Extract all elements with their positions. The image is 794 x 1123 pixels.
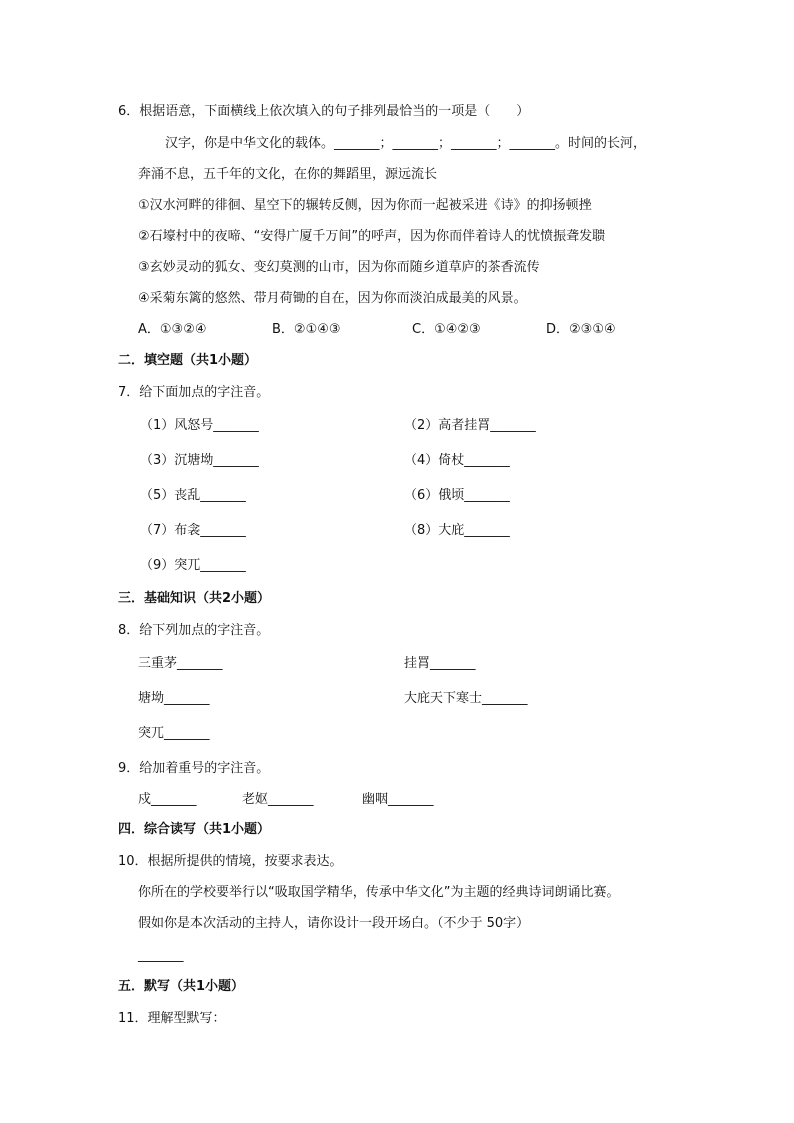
q7-stem: 7．给下面加点的字注音。 <box>118 385 270 400</box>
q7-item-3: （3）沉塘坳_______ <box>140 453 259 468</box>
q6-option-b[interactable]: B．②①④③ <box>272 322 341 337</box>
q9-item-2: 老妪_______ <box>242 792 314 807</box>
q9-stem: 9．给加着重号的字注音。 <box>118 761 270 776</box>
q8-item-1: 三重茅_______ <box>138 656 223 671</box>
q6-passage-line2: 奔涌不息，五千年的文化，在你的舞蹈里，源远流长 <box>138 167 438 182</box>
q7-item-4: （4）倚杖_______ <box>404 453 510 468</box>
q6-option-d[interactable]: D．②③①④ <box>546 322 616 337</box>
q6-option-a[interactable]: A．①③②④ <box>138 322 207 337</box>
q10-answer-blank[interactable]: _______ <box>138 948 184 963</box>
q6-sentence-3: ③玄妙灵动的狐女、变幻莫测的山市，因为你而随乡道草庐的茶香流传 <box>138 260 540 275</box>
q10-context-line1: 你所在的学校要举行以“吸取国学精华，传承中华文化”为主题的经典诗词朗诵比赛。 <box>138 885 620 900</box>
section-4-title: 四．综合读写（共1小题） <box>118 822 271 837</box>
q8-item-5: 突兀_______ <box>138 726 210 741</box>
section-5-title: 五．默写（共1小题） <box>118 979 245 994</box>
q8-item-3: 塘坳_______ <box>138 691 210 706</box>
section-2-title: 二．填空题（共1小题） <box>118 353 258 368</box>
q9-item-1: 戍_______ <box>138 792 197 807</box>
q11-stem: 11．理解型默写： <box>118 1011 226 1026</box>
q8-item-4: 大庇天下寒士_______ <box>404 691 528 706</box>
q7-item-5: （5）丧乱_______ <box>140 488 246 503</box>
q8-stem: 8．给下列加点的字注音。 <box>118 623 270 638</box>
q7-item-1: （1）风怒号_______ <box>140 418 259 433</box>
q7-item-9: （9）突兀_______ <box>140 558 246 573</box>
q7-item-6: （6）俄顷_______ <box>404 488 510 503</box>
q8-item-2: 挂罥_______ <box>404 656 476 671</box>
q7-item-7: （7）布衾_______ <box>140 523 246 538</box>
q10-context-line2: 假如你是本次活动的主持人，请你设计一段开场白。（不少于 50字） <box>138 916 530 931</box>
q6-option-c[interactable]: C．①④②③ <box>412 322 481 337</box>
q6-sentence-4: ④采菊东篱的悠然、带月荷锄的自在，因为你而淡泊成最美的风景。 <box>138 291 527 306</box>
q6-sentence-2: ②石壕村中的夜啼、“安得广厦千万间”的呼声，因为你而伴着诗人的忧愤振聋发聩 <box>138 229 606 244</box>
q9-item-3: 幽咽_______ <box>362 792 434 807</box>
q6-stem: 6．根据语意，下面横线上依次填入的句子排列最恰当的一项是（ ） <box>118 104 530 119</box>
section-3-title: 三．基础知识（共2小题） <box>118 591 271 606</box>
q10-stem: 10．根据所提供的情境，按要求表达。 <box>118 854 343 869</box>
q6-sentence-1: ①汉水河畔的徘徊、星空下的辗转反侧，因为你而一起被采进《诗》的抑扬顿挫 <box>138 198 592 213</box>
q7-item-8: （8）大庇_______ <box>404 523 510 538</box>
q7-item-2: （2）高者挂罥_______ <box>404 418 536 433</box>
q6-passage-line1: 汉字，你是中华文化的载体。_______；_______；_______；_______。时间的长河， <box>165 136 647 151</box>
